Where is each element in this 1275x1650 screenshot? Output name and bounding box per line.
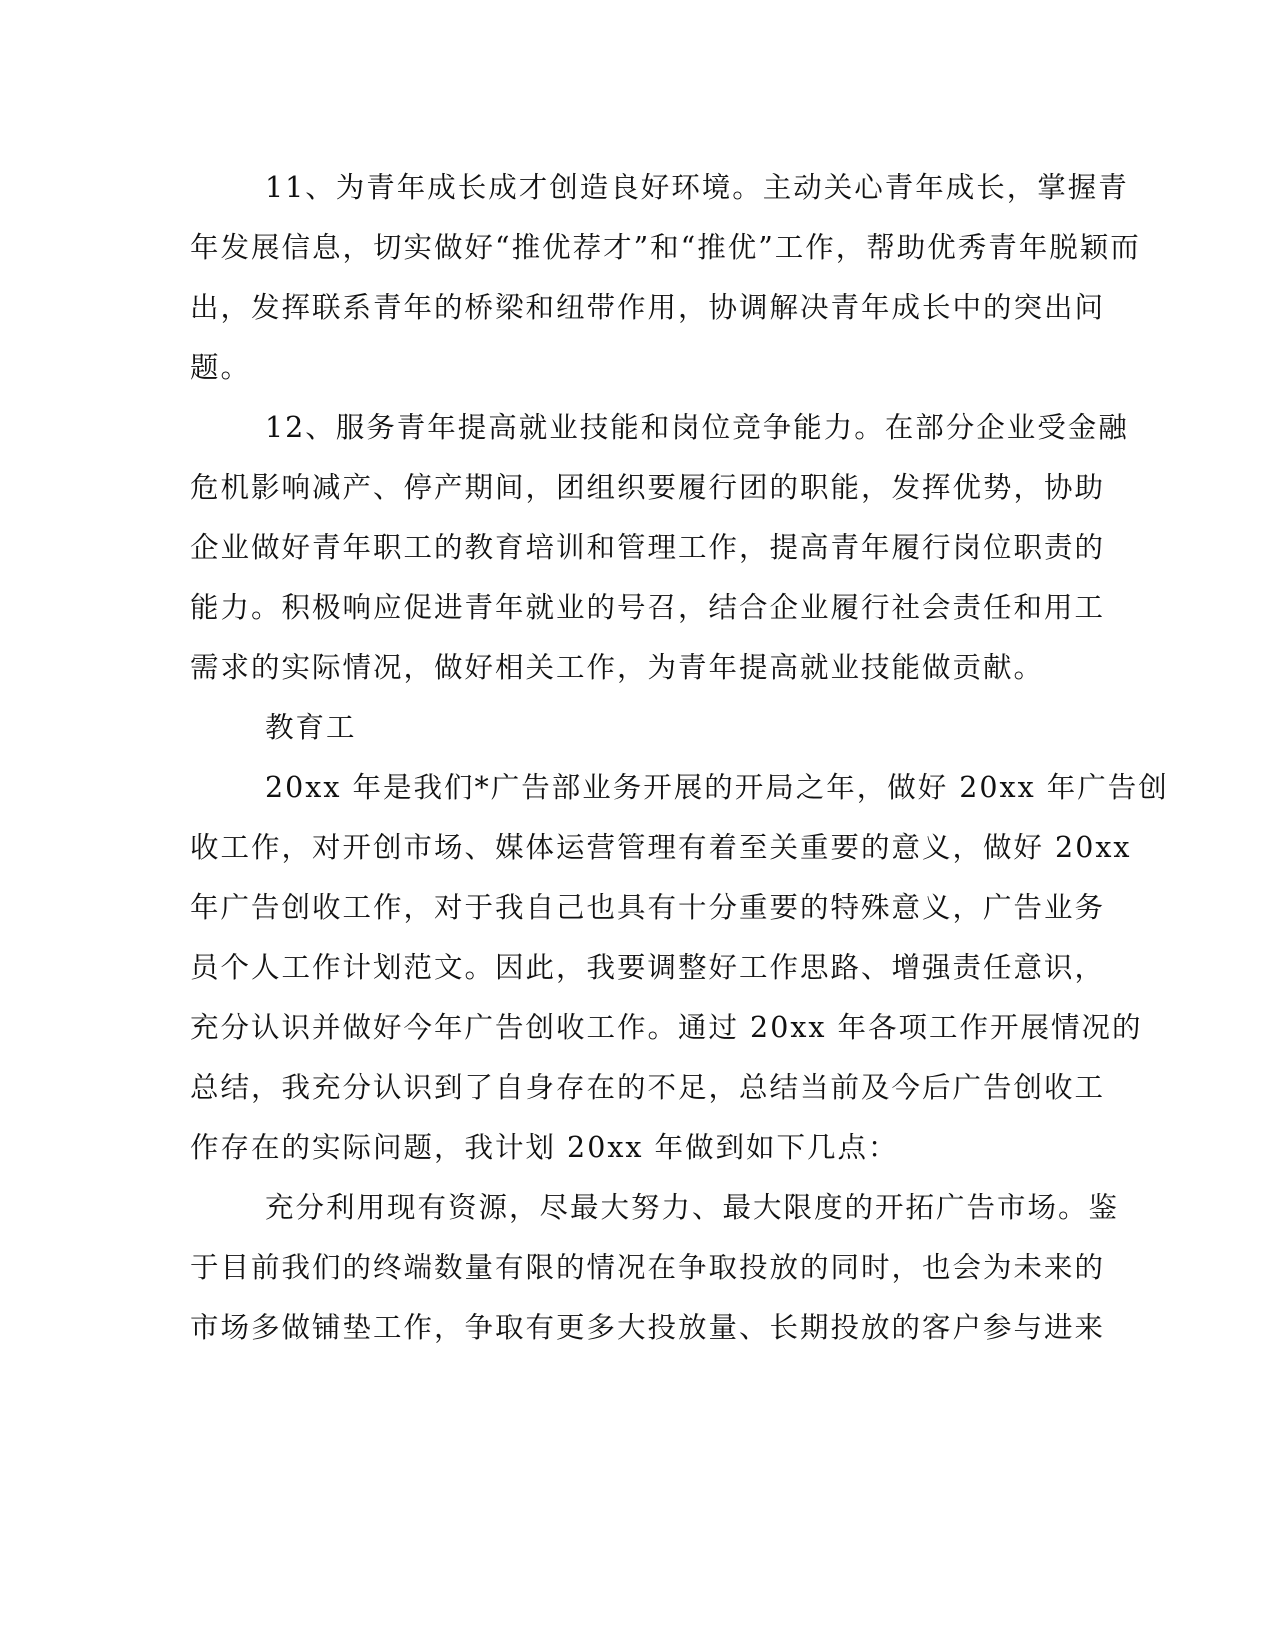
- text-line: 12、服务青年提高就业技能和岗位竞争能力。在部分企业受金融: [265, 411, 1129, 444]
- section-heading: [190, 698, 1080, 758]
- text-line: 企业做好青年职工的教育培训和管理工作，提高青年履行岗位职责的: [190, 531, 1106, 564]
- text-line: 充分利用现有资源，尽最大努力、最大限度的开拓广告市场。鉴: [265, 1191, 1120, 1224]
- document-body: [190, 158, 1169, 1358]
- text-line: 充分认识并做好今年广告创收工作。通过 20xx 年各项工作开展情况的: [190, 1011, 1143, 1044]
- text-line: 总结，我充分认识到了自身存在的不足，总结当前及今后广告创收工: [190, 1071, 1106, 1104]
- paragraph: [190, 398, 1129, 698]
- text-line: 危机影响减产、停产期间，团组织要履行团的职能，发挥优势，协助: [190, 471, 1106, 504]
- text-line: 收工作，对开创市场、媒体运营管理有着至关重要的意义，做好 20xx: [190, 831, 1132, 864]
- paragraph: [190, 158, 1141, 398]
- paragraph: [190, 758, 1169, 1178]
- text-line: 能力。积极响应促进青年就业的号召，结合企业履行社会责任和用工: [190, 591, 1106, 624]
- text-line: 需求的实际情况，做好相关工作，为青年提高就业技能做贡献。: [190, 651, 1045, 684]
- text-line: 市场多做铺垫工作，争取有更多大投放量、长期投放的客户参与进来: [190, 1311, 1106, 1344]
- paragraph: [190, 1178, 1120, 1358]
- text-line: 作存在的实际问题，我计划 20xx 年做到如下几点：: [190, 1131, 899, 1164]
- text-line: 教育工: [265, 711, 357, 744]
- text-line: 员个人工作计划范文。因此，我要调整好工作思路、增强责任意识，: [190, 951, 1106, 984]
- text-line: 于目前我们的终端数量有限的情况在争取投放的同时，也会为未来的: [190, 1251, 1106, 1284]
- text-line: 20xx 年是我们*广告部业务开展的开局之年，做好 20xx 年广告创: [265, 771, 1169, 804]
- text-line: 出，发挥联系青年的桥梁和纽带作用，协调解决青年成长中的突出问: [190, 291, 1106, 324]
- text-line: 年发展信息，切实做好“推优荐才”和“推优”工作，帮助优秀青年脱颖而: [190, 231, 1141, 264]
- text-line: 题。: [190, 351, 252, 384]
- text-line: 年广告创收工作，对于我自己也具有十分重要的特殊意义，广告业务: [190, 891, 1106, 924]
- text-line: 11、为青年成长成才创造良好环境。主动关心青年成长，掌握青: [265, 171, 1129, 204]
